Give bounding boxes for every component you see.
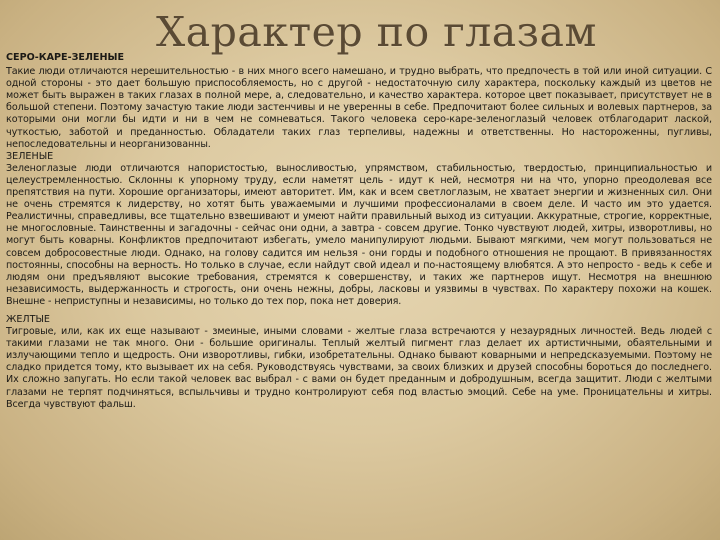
section-heading-gray-hazel-green: СЕРО-КАРЕ-ЗЕЛЕНЫЕ	[6, 52, 125, 63]
section-text-green: Зеленоглазые люди отличаются напористостью, выносливостью, упрямством, стабильностью, твердостью, принципиальностью и целеустремленностью. Склонны к упорному труду, если наметят цель - идут к ней, несмотря ни на что, упорно преодолевая все препятствия на пути. Хорошие организаторы, имеют авторитет. Им, как и всем светлоглазым, не хватает энергии и жизненных сил. Они не очень стремятся к лидерству, но хотят быть уважаемыми и лучшими профессионалами в своем деле. И часто им это удается. Реалистичны, справедливы, все тщательно взвешивают и умеют найти правильный выход из ситуации. Аккуратные, строгие, корректные, не многословные. Таинственны и загадочны - сейчас они одни, а завтра - совсем другие. Тонко чувствуют людей, хитры, изворотливы, но могут быть коварны. Конфликтов предпочитают избегать, умело манипулируют людьми. Бывают мягкими, чем могут пользоваться не совсем добросовестные люди. Однако, на голову садится им нельзя - они горды и подобного отношения не прощают. В привязанностях постоянны, способны на верность. Но только в случае, если найдут свой идеал и по-настоящему влюбятся. А это непросто - ведь к себе и людям они предъявляют высокие требования, стремятся к совершенству, и таких же партнеров ищут. Несмотря на внешнюю независимость, выдержанность и строгость, они очень нежны, добры, ласковы и уязвимы в чувствах. По характеру похожи на кошек. Внешне - неприступны и независимы, но только до тех пор, пока нет доверия.	[6, 162, 712, 307]
slide-title: Характер по глазам	[156, 8, 597, 56]
section-heading-yellow: ЖЕЛТЫЕ	[6, 313, 50, 325]
section-text-yellow: Тигровые, или, как их еще называют - змеиные, иными словами - желтые глаза встречаются у незаурядных личностей. Ведь людей с такими глазами не так много. Они - большие оригиналы. Теплый желтый пигмент глаз делает их артистичными, обаятельными и излучающими тепло и щедрость. Они изворотливы, гибки, изобретательны. Однако бывают коварными и непредсказуемыми. Поэтому не сладко придется тому, кто вызывает их на себя. Руководствуясь чувствами, за своих близких и друзей способны бороться до последнего. Их сложно запугать. Но если такой человек вас выбрал - с вами он будет преданным и добродушным, всегда защитит. Люди с желтыми глазами не терпят подчиняться, вспыльчивы и трудно контролируют себя под властью эмоций. Себе на уме. Проницательны и хитры. Всегда чувствуют фальш.	[6, 326, 712, 410]
section-text-gray-hazel-green: Такие люди отличаются нерешительностью - в них много всего намешано, и трудно выбрать, что предпочесть в той или иной ситуации. С одной стороны - это дает большую приспособляемость, но с другой - недостаточную силу характера, поскольку каждый из цветов не может быть выражен в таких глазах в полной мере, а, следовательно, и качество характера. которое цвет показывает, присутствует не в большой степени. Поэтому зачастую такие люди застенчивы и не уверенны в себе. Предпочитают более сильных и волевых партнеров, за которыми они могли бы идти и ни в чем не сомневаться. Такого человека серо-каре-зеленоглазый человек отблагодарит лаской, чуткостью, заботой и преданностью. Обладатели таких глаз терпеливы, надежны и ответственны. Но настороженны, пугливы, непоследовательны и неорганизованны.	[6, 66, 712, 150]
text-body	[6, 52, 712, 411]
section-heading-green: ЗЕЛЕНЫЕ	[6, 150, 54, 162]
